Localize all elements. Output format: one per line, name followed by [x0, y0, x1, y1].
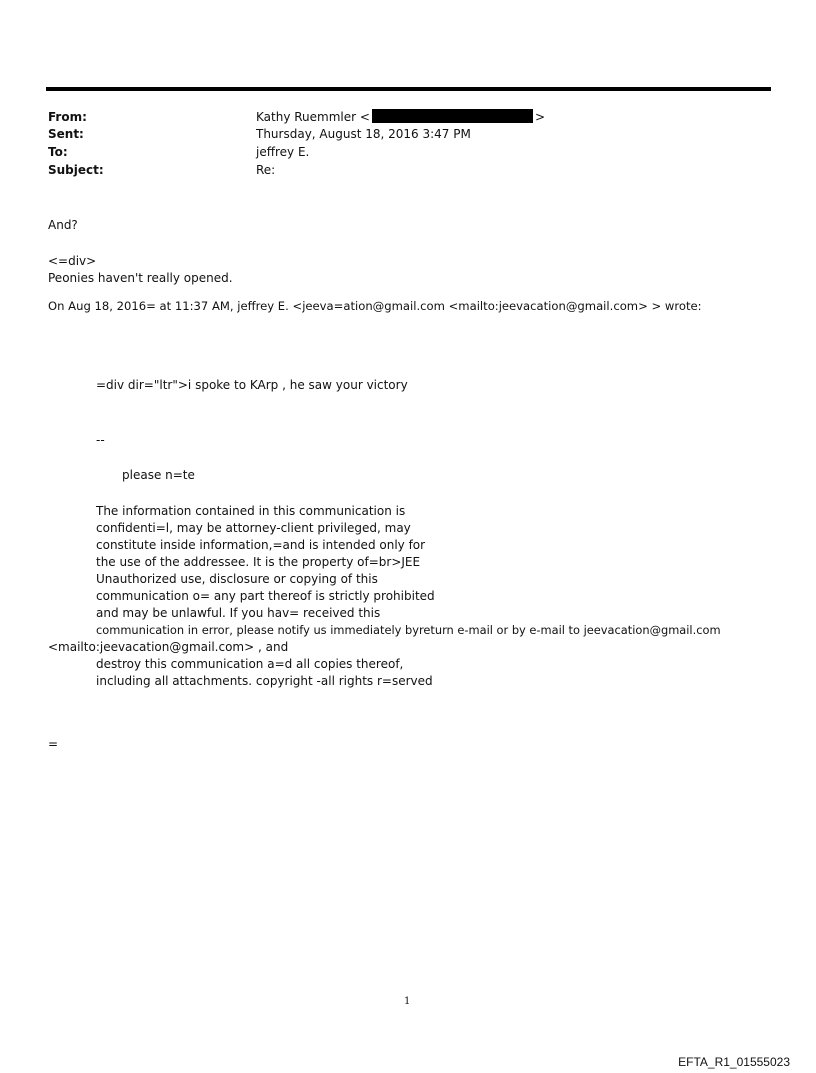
- subject-label: Subject:: [48, 163, 104, 177]
- disclaimer-line: including all attachments. copyright -all rights r=served: [96, 674, 433, 688]
- from-label: From:: [48, 110, 87, 124]
- signature-separator: --: [96, 433, 105, 447]
- disclaimer-line: and may be unlawful. If you hav= received this: [96, 606, 381, 620]
- from-name: Kathy Ruemmler <: [256, 110, 370, 124]
- please-note: please n=te: [122, 468, 195, 482]
- sent-value: Thursday, August 18, 2016 3:47 PM: [256, 127, 471, 141]
- header-rule: [46, 87, 771, 91]
- disclaimer-line: communication o= any part thereof is strictly prohibited: [96, 589, 435, 603]
- document-id: EFTA_R1_01555023: [678, 1055, 790, 1069]
- trailing-equals: =: [48, 737, 59, 751]
- page-number: 1: [404, 996, 411, 1007]
- from-value: [256, 108, 545, 126]
- disclaimer-line: The information contained in this communication is: [96, 504, 406, 518]
- disclaimer-line: <mailto:jeevacation@gmail.com> , and: [48, 640, 289, 654]
- sent-label: Sent:: [48, 127, 84, 141]
- quoted-message: =div dir="ltr">i spoke to KArp , he saw your victory: [96, 378, 408, 392]
- redaction-block: [372, 109, 533, 123]
- body-line-div: <=div>: [48, 254, 97, 268]
- to-label: To:: [48, 145, 68, 159]
- disclaimer-line: the use of the addressee. It is the property of=br>JEE: [96, 555, 421, 569]
- disclaimer-line: constitute inside information,=and is intended only for: [96, 538, 426, 552]
- disclaimer-line: Unauthorized use, disclosure or copying of this: [96, 572, 378, 586]
- to-value: jeffrey E.: [256, 145, 310, 159]
- disclaimer-line: confidenti=l, may be attorney-client privileged, may: [96, 521, 411, 535]
- body-line-and: And?: [48, 218, 78, 232]
- disclaimer-line: communication in error, please notify us immediately byreturn e-mail or by e-mail to jeevacation@gmail.com: [96, 623, 721, 637]
- body-line-peonies: Peonies haven't really opened.: [48, 271, 233, 285]
- from-close: >: [534, 110, 545, 124]
- subject-value: Re:: [256, 163, 276, 177]
- disclaimer-line: destroy this communication a=d all copies thereof,: [96, 657, 404, 671]
- quoted-header: On Aug 18, 2016= at 11:37 AM, jeffrey E. <jeeva=ation@gmail.com <mailto:jeevacation@gmail.com> > wrote:: [48, 299, 702, 313]
